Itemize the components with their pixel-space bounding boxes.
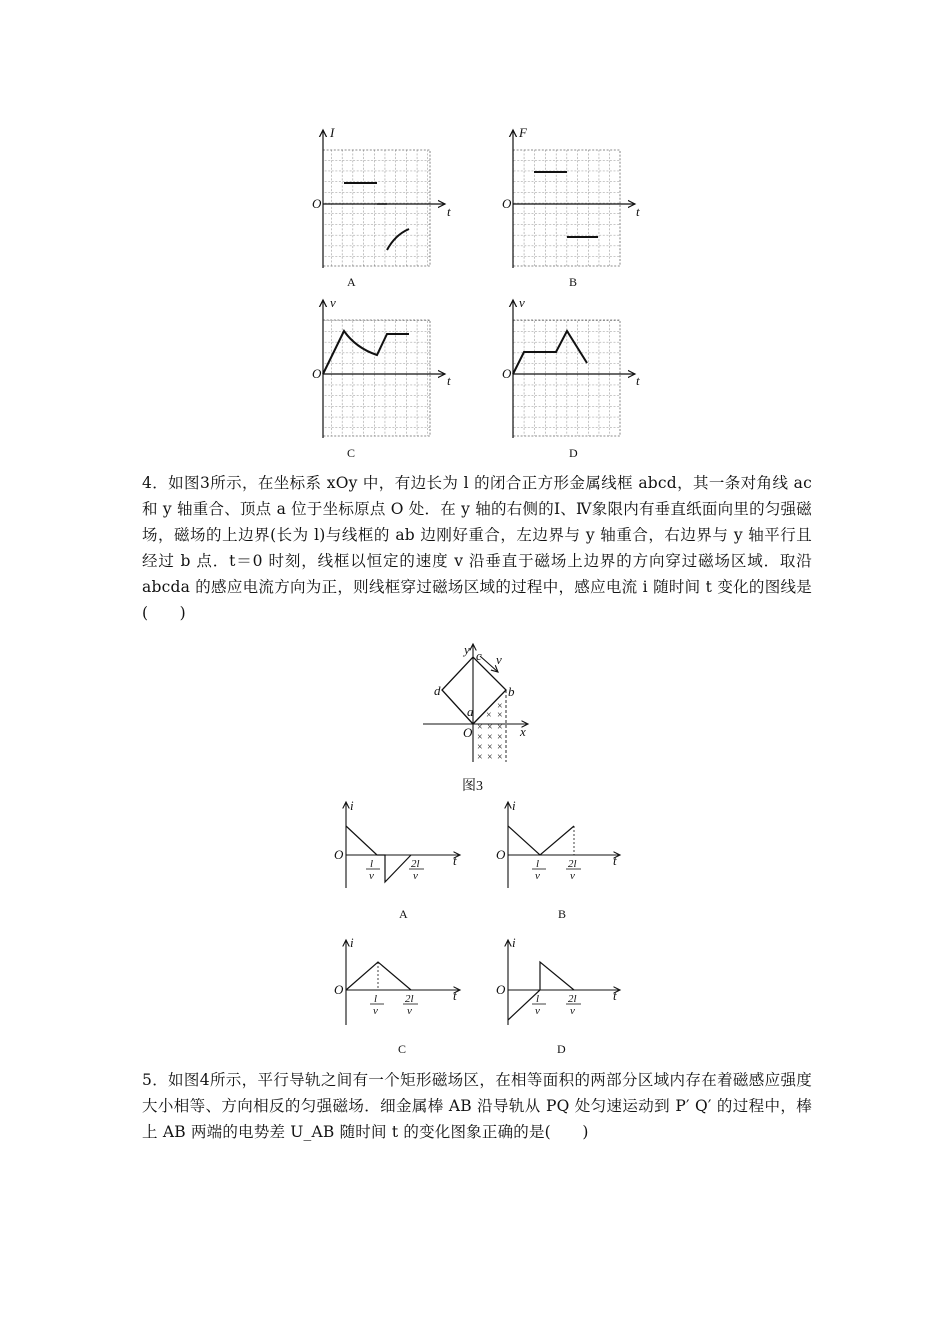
- svg-text:v: v: [373, 1005, 378, 1017]
- svg-text:v: v: [535, 1005, 540, 1017]
- prev-d-x-label: t: [636, 373, 640, 388]
- svg-text:O: O: [334, 982, 344, 997]
- svg-text:t: t: [453, 988, 457, 1003]
- svg-text:×: ×: [487, 752, 493, 763]
- prev-option-b-graph: [502, 125, 640, 289]
- svg-text:t: t: [453, 853, 457, 868]
- svg-text:v: v: [369, 870, 374, 882]
- q4-options-figure: [0, 790, 950, 1070]
- svg-text:v: v: [535, 870, 540, 882]
- svg-text:v: v: [413, 870, 418, 882]
- svg-text:×: ×: [497, 752, 503, 763]
- svg-text:l: l: [536, 993, 540, 1005]
- svg-text:O: O: [496, 847, 506, 862]
- prev-d-option-label: D: [569, 446, 578, 460]
- fig3-origin: O: [463, 725, 473, 740]
- svg-text:O: O: [334, 847, 344, 862]
- svg-text:×: ×: [497, 742, 503, 753]
- q4-option-b-graph: [496, 798, 620, 921]
- svg-text:D: D: [557, 1042, 566, 1056]
- svg-text:×: ×: [487, 732, 493, 743]
- svg-text:×: ×: [487, 722, 493, 733]
- svg-text:v: v: [570, 870, 575, 882]
- prev-b-origin: O: [502, 196, 512, 211]
- svg-text:×: ×: [497, 710, 503, 721]
- svg-text:t: t: [613, 853, 617, 868]
- q4-option-c-graph: [334, 935, 460, 1056]
- svg-text:i: i: [512, 798, 516, 813]
- prev-option-a-graph: [312, 125, 451, 289]
- fig3-vertex-c: c: [476, 648, 482, 663]
- svg-text:×: ×: [477, 742, 483, 753]
- prev-d-y-label: v: [519, 295, 525, 310]
- fig3-velocity-v: v: [496, 652, 502, 667]
- svg-text:×: ×: [487, 742, 493, 753]
- prev-d-origin: O: [502, 366, 512, 381]
- fig3-x-label: x: [520, 724, 526, 739]
- svg-text:i: i: [350, 798, 354, 813]
- prev-a-option-label: A: [347, 275, 356, 289]
- svg-text:×: ×: [497, 732, 503, 743]
- svg-text:l: l: [536, 858, 540, 870]
- svg-text:A: A: [399, 907, 408, 921]
- prev-a-x-label: t: [447, 204, 451, 219]
- svg-text:v: v: [570, 1005, 575, 1017]
- prev-c-origin: O: [312, 366, 322, 381]
- fig3-y-label: y: [464, 642, 470, 657]
- svg-text:×: ×: [497, 701, 503, 712]
- svg-text:×: ×: [486, 710, 492, 721]
- magnetic-field-crosses: [477, 701, 503, 763]
- prev-b-x-label: t: [636, 204, 640, 219]
- svg-text:×: ×: [477, 722, 483, 733]
- svg-text:i: i: [350, 935, 354, 950]
- prev-c-option-label: C: [347, 446, 356, 460]
- prev-a-y-label: I: [330, 125, 335, 140]
- prev-option-c-graph: [312, 295, 451, 460]
- fig3-vertex-a: a: [467, 704, 474, 719]
- prev-a-origin: O: [312, 196, 322, 211]
- q4-option-d-graph: [496, 935, 620, 1056]
- svg-text:l: l: [370, 858, 374, 870]
- prev-option-d-graph: [502, 295, 640, 460]
- prev-c-y-label: v: [330, 295, 336, 310]
- svg-text:2l: 2l: [568, 858, 577, 870]
- q4-text: 4．如图3所示，在坐标系 xOy 中，有边长为 l 的闭合正方形金属线框 abcd，其一条对角线 ac 和 y 轴重合、顶点 a 位于坐标原点 O 处．在 y 轴的右侧的Ⅰ、Ⅳ象限内有垂直纸面向里的匀强磁场，磁场的上边界(长为 l)与线框的 ab 边刚好重合，左边界与 y 轴重合，右边界与 y 轴平行且经过 b 点．t＝0 时刻，线框以恒定的速度 v 沿垂直于磁场上边界的方向穿过磁场区域．取沿 abcda 的感应电流方向为正，则线框穿过磁场区域的过程中，感应电流 i 随时间 t 变化的图线是( ): [142, 474, 812, 622]
- svg-text:l: l: [374, 993, 378, 1005]
- svg-text:C: C: [398, 1042, 407, 1056]
- svg-text:t: t: [613, 988, 617, 1003]
- svg-text:B: B: [558, 907, 567, 921]
- prev-c-x-label: t: [447, 373, 451, 388]
- svg-text:2l: 2l: [411, 858, 420, 870]
- svg-text:×: ×: [477, 752, 483, 763]
- q4-option-a-graph: [334, 798, 460, 921]
- svg-text:2l: 2l: [568, 993, 577, 1005]
- svg-text:×: ×: [497, 722, 503, 733]
- fig3-vertex-b: b: [508, 684, 515, 699]
- svg-text:v: v: [407, 1005, 412, 1017]
- q5-text: 5．如图4所示，平行导轨之间有一个矩形磁场区，在相等面积的两部分区域内存在着磁感应强度大小相等、方向相反的匀强磁场．细金属棒 AB 沿导轨从 PQ 处匀速运动到 P′ Q′ 的过程中，棒上 AB 两端的电势差 U_AB 随时间 t 的变化图象正确的是( ): [142, 1071, 812, 1141]
- prev-b-y-label: F: [519, 125, 527, 140]
- svg-text:2l: 2l: [405, 993, 414, 1005]
- fig3-vertex-d: d: [434, 683, 441, 698]
- svg-text:×: ×: [477, 732, 483, 743]
- svg-text:O: O: [496, 982, 506, 997]
- prev-b-option-label: B: [569, 275, 578, 289]
- fig3-caption: 图3: [462, 779, 483, 794]
- prev-options-figure: [0, 0, 950, 470]
- svg-text:i: i: [512, 935, 516, 950]
